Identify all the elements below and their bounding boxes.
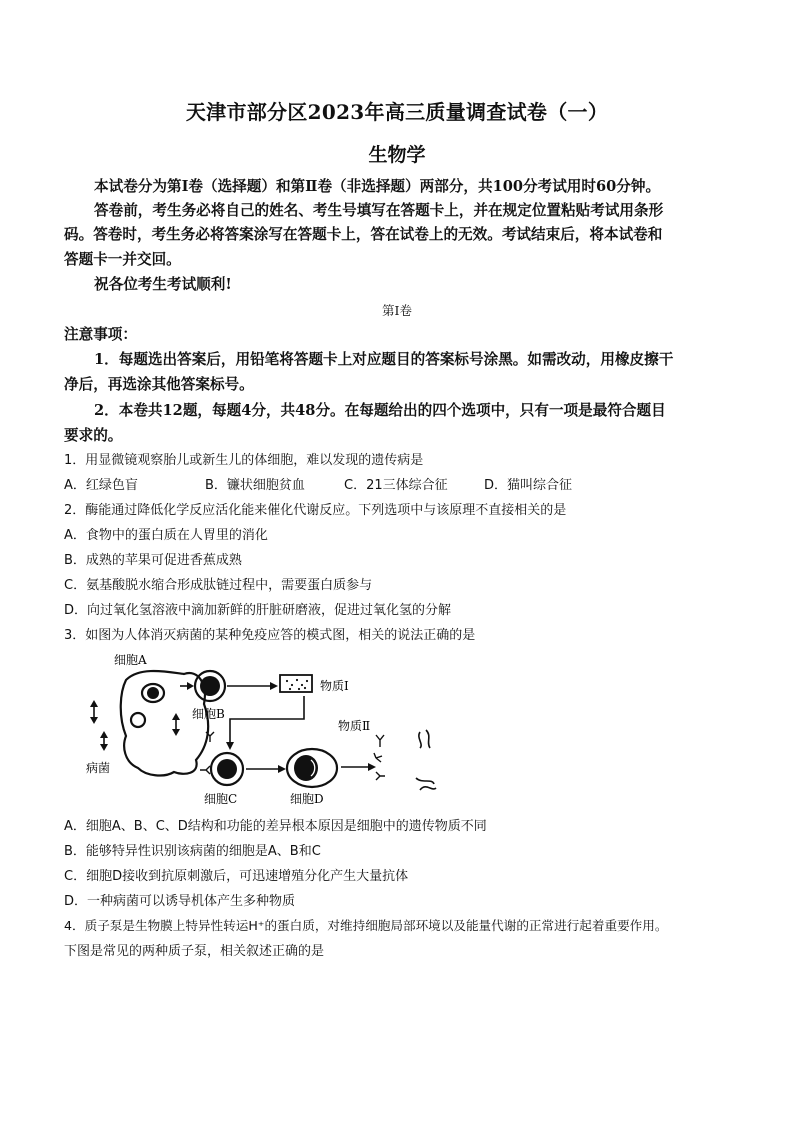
question-1-option-d: D．猫叫综合征 (484, 478, 573, 493)
intro-wish: 祝各位考生考试顺利! (94, 276, 232, 293)
label-cell-c: 细胞C (204, 792, 238, 806)
cell-a-vesicle (131, 713, 145, 727)
note-2-line-2: 要求的。 (64, 427, 123, 444)
question-2-option-b: B．成熟的苹果可促进香蕉成熟 (64, 553, 242, 568)
label-cell-b: 细胞B (192, 707, 225, 721)
label-pathogen: 病菌 (86, 761, 111, 775)
antibody-icon (376, 772, 385, 780)
note-2-line-1: 2．本卷共12题，每题4分，共48分。在每题给出的四个选项中，只有一项是最符合题目 (94, 402, 666, 419)
label-cell-a: 细胞A (114, 653, 147, 667)
immune-response-diagram (80, 644, 460, 808)
antibody-icon (376, 735, 384, 747)
pathogen-shape-2 (416, 778, 436, 790)
question-2-option-d: D．向过氧化氢溶液中滴加新鲜的肝脏研磨液，促进过氧化氢的分解 (64, 603, 452, 618)
question-2-option-a: A．食物中的蛋白质在人胃里的消化 (64, 528, 268, 543)
antibody-icon (374, 753, 382, 762)
question-3-option-a: A．细胞A、B、C、D结构和功能的差异根本原因是细胞中的遗传物质不同 (64, 819, 487, 834)
question-1-option-b: B．镰状细胞贫血 (205, 478, 305, 493)
intro-line-2: 答卷前，考生务必将自己的姓名、考生号填写在答题卡上，并在规定位置粘贴考试用条形 (94, 202, 664, 219)
paper-title: 天津市部分区2023年高三质量调查试卷（一） (185, 100, 609, 124)
intro-line-1: 本试卷分为第Ⅰ卷（选择题）和第Ⅱ卷（非选择题）两部分，共100分考试用时60分钟。 (94, 178, 661, 195)
intro-line-3: 码。答卷时，考生务必将答案涂写在答题卡上，答在试卷上的无效。考试结束后，将本试卷和 (64, 226, 663, 243)
label-cell-d: 细胞D (290, 792, 324, 806)
note-1-line-1: 1．每题选出答案后，用铅笔将答题卡上对应题目的答案标号涂黑。如需改动，用橡皮擦干 (94, 351, 674, 368)
question-4-stem-line-2: 下图是常见的两种质子泵，相关叙述正确的是 (64, 944, 325, 959)
label-substance-2: 物质Ⅱ (338, 719, 371, 733)
cell-c-nucleus (217, 759, 237, 779)
note-1-line-2: 净后，再选涂其他答案标号。 (64, 376, 254, 393)
question-4-stem-line-1: 4．质子泵是生物膜上特异性转运H⁺的蛋白质，对维持细胞局部环境以及能量代谢的正常进行起着重要作用。 (64, 918, 668, 933)
arrow-substance-to-c (230, 696, 304, 745)
question-1-option-a: A．红绿色盲 (64, 478, 138, 493)
question-2-option-c: C．氨基酸脱水缩合形成肽链过程中，需要蛋白质参与 (64, 578, 373, 593)
substance-1-box (280, 675, 312, 692)
question-3-option-d: D．一种病菌可以诱导机体产生多种物质 (64, 894, 296, 909)
cell-a-nucleus-core (147, 687, 159, 699)
label-substance-1: 物质Ⅰ (320, 679, 349, 693)
question-1-option-c: C．21三体综合征 (344, 478, 448, 493)
intro-line-4: 答题卡一并交回。 (64, 251, 181, 268)
cell-b-nucleus (200, 676, 220, 696)
question-3-option-c: C．细胞D接收到抗原刺激后，可迅速增殖分化产生大量抗体 (64, 869, 409, 884)
question-2-stem: 2．酶能通过降低化学反应活化能来催化代谢反应。下列选项中与该原理不直接相关的是 (64, 503, 567, 518)
question-3-stem: 3．如图为人体消灭病菌的某种免疫应答的模式图，相关的说法正确的是 (64, 628, 476, 643)
section-label: 第Ⅰ卷 (382, 303, 412, 318)
subject-title: 生物学 (368, 144, 426, 166)
notes-heading: 注意事项： (64, 326, 137, 343)
receptor-icon (200, 766, 210, 774)
question-1-stem: 1．用显微镜观察胎儿或新生儿的体细胞，难以发现的遗传病是 (64, 453, 424, 468)
question-3-option-b: B．能够特异性识别该病菌的细胞是A、B和C (64, 844, 321, 859)
pathogen-shape-1 (419, 730, 430, 748)
